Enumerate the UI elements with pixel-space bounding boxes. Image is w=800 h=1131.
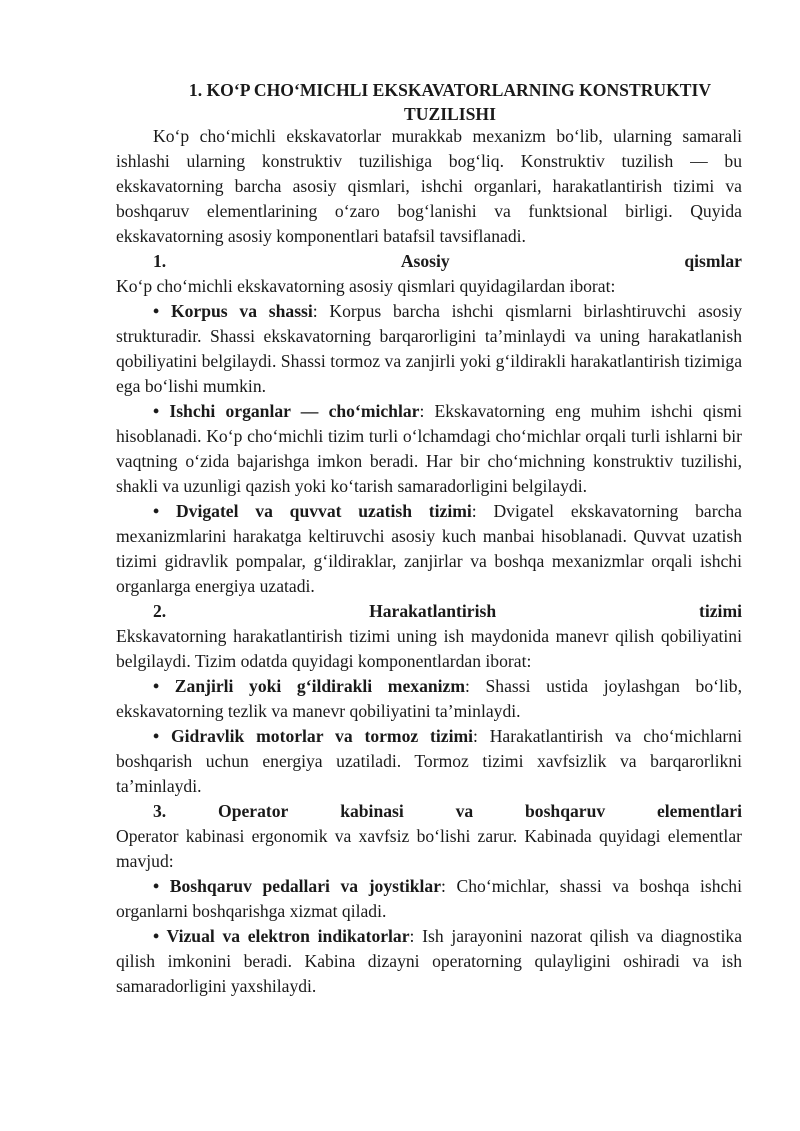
item-term: Zanjirli yoki g‘ildirakli mexanizm — [174, 676, 465, 696]
section-number: 3. — [153, 801, 167, 821]
bullet-icon: • — [153, 501, 176, 521]
bullet-icon: • — [153, 726, 171, 746]
bullet-icon: • — [153, 876, 170, 896]
section-heading-word: boshqaruv — [524, 801, 606, 821]
section-lead: Ekskavatorning harakatlantirish tizimi uning ish maydonida manevr qilish qobiliyatini belgilaydi. Tizim odatda quyidagi komponentlardan iborat: — [116, 626, 742, 671]
item-term: Ishchi organlar — cho‘michlar — [169, 401, 420, 421]
section-heading-word: elementlari — [656, 801, 742, 821]
section-heading-word: qismlar — [684, 251, 742, 271]
item-text: : Ekskavatorning eng muhim ishchi qismi hisoblanadi. Ko‘p cho‘michli tizim turli o‘lchamdagi cho‘michlar orqali turli ishlarni bir vaqtning o‘zida bajarishga imkon beradi. Har bir cho‘michning konstruktiv tuzilishi, shakli va uzunligi qazish yoki ko‘tarish samaradorligini belgilaydi. — [116, 401, 742, 496]
item-text: : Harakatlantirish va cho‘michlarni boshqarish uchun energiya uzatiladi. Tormoz tizimi xavfsizlik va barqarorlikni ta’minlaydi. — [116, 726, 742, 796]
section-heading — [116, 599, 742, 624]
section-heading — [116, 799, 742, 824]
section-lead: Ko‘p cho‘michli ekskavatorning asosiy qismlari quyidagilardan iborat: — [116, 276, 616, 296]
section-number: 2. — [153, 601, 167, 621]
item-term: Boshqaruv pedallari va joystiklar — [169, 876, 442, 896]
list-item — [116, 299, 742, 399]
section-lead: Operator kabinasi ergonomik va xavfsiz bo‘lishi zarur. Kabinada quyidagi elementlar mavjud: — [116, 826, 742, 871]
list-item — [116, 724, 742, 799]
intro-paragraph: Ko‘p cho‘michli ekskavatorlar murakkab mexanizm bo‘lib, ularning samarali ishlashi ularning konstruktiv tuzilishiga bog‘liq. Konstruktiv tuzilish — bu ekskavatorning barcha asosiy qismlari, ishchi organlari, harakatlantirish tizimi va boshqaruv elementlarining o‘zaro bog‘lanishi va funktsional birligi. Quyida ekskavatorning asosiy komponentlari batafsil tavsiflanadi. — [116, 126, 742, 246]
bullet-icon: • — [153, 401, 170, 421]
section-heading-word: va — [455, 801, 474, 821]
item-term: Vizual va elektron indikatorlar — [166, 926, 410, 946]
page-title: 1. KO‘P CHO‘MICHLI EKSKAVATORLARNING KONSTRUKTIV TUZILISHI — [188, 80, 712, 124]
item-text: : Korpus barcha ishchi qismlarni birlashtiruvchi asosiy strukturadir. Shassi ekskavatorning barqarorligini ta’minlaydi va uning harakatlanish qobiliyatini belgilaydi. Shassi tormoz va zanjirli yoki g‘ildirakli harakatlantirish tizimiga ega bo‘lishi mumkin. — [116, 301, 743, 396]
section-heading-word: tizimi — [699, 601, 742, 621]
item-text: : Ish jarayonini nazorat qilish va diagnostika qilish imkonini beradi. Kabina dizayni operatorning qulayligini oshiradi va ish samaradorligini yaxshilaydi. — [116, 926, 743, 996]
list-item — [116, 874, 742, 924]
bullet-icon: • — [153, 926, 167, 946]
section-heading-word: Operator — [218, 801, 289, 821]
item-term: Gidravlik motorlar va tormoz tizimi — [170, 726, 473, 746]
section-heading-word: Harakatlantirish — [369, 601, 497, 621]
section-heading-word: Asosiy — [400, 251, 450, 271]
list-item — [116, 674, 742, 724]
item-term: Dvigatel va quvvat uzatish tizimi — [175, 501, 472, 521]
item-term: Korpus va shassi — [170, 301, 313, 321]
list-item — [116, 499, 742, 599]
list-item — [116, 399, 742, 499]
section-heading-word: kabinasi — [340, 801, 404, 821]
section-heading — [116, 249, 742, 274]
section-number: 1. — [153, 251, 167, 271]
document-body — [116, 124, 742, 999]
list-item — [116, 924, 742, 999]
bullet-icon: • — [153, 676, 175, 696]
item-text: : Dvigatel ekskavatorning barcha mexanizmlarini harakatga keltiruvchi asosiy kuch manbai hisoblanadi. Quvvat uzatish tizimi gidravlik pompalar, g‘ildiraklar, zanjirlar va boshqa mexanizmlar orqali ishchi organlarga energiya uzatadi. — [116, 501, 742, 596]
item-text: : Shassi ustida joylashgan bo‘lib, ekskavatorning tezlik va manevr qobiliyatini ta’minlaydi. — [116, 676, 742, 721]
item-text: : Cho‘michlar, shassi va boshqa ishchi organlarni boshqarishga xizmat qiladi. — [116, 876, 742, 921]
bullet-icon: • — [153, 301, 171, 321]
